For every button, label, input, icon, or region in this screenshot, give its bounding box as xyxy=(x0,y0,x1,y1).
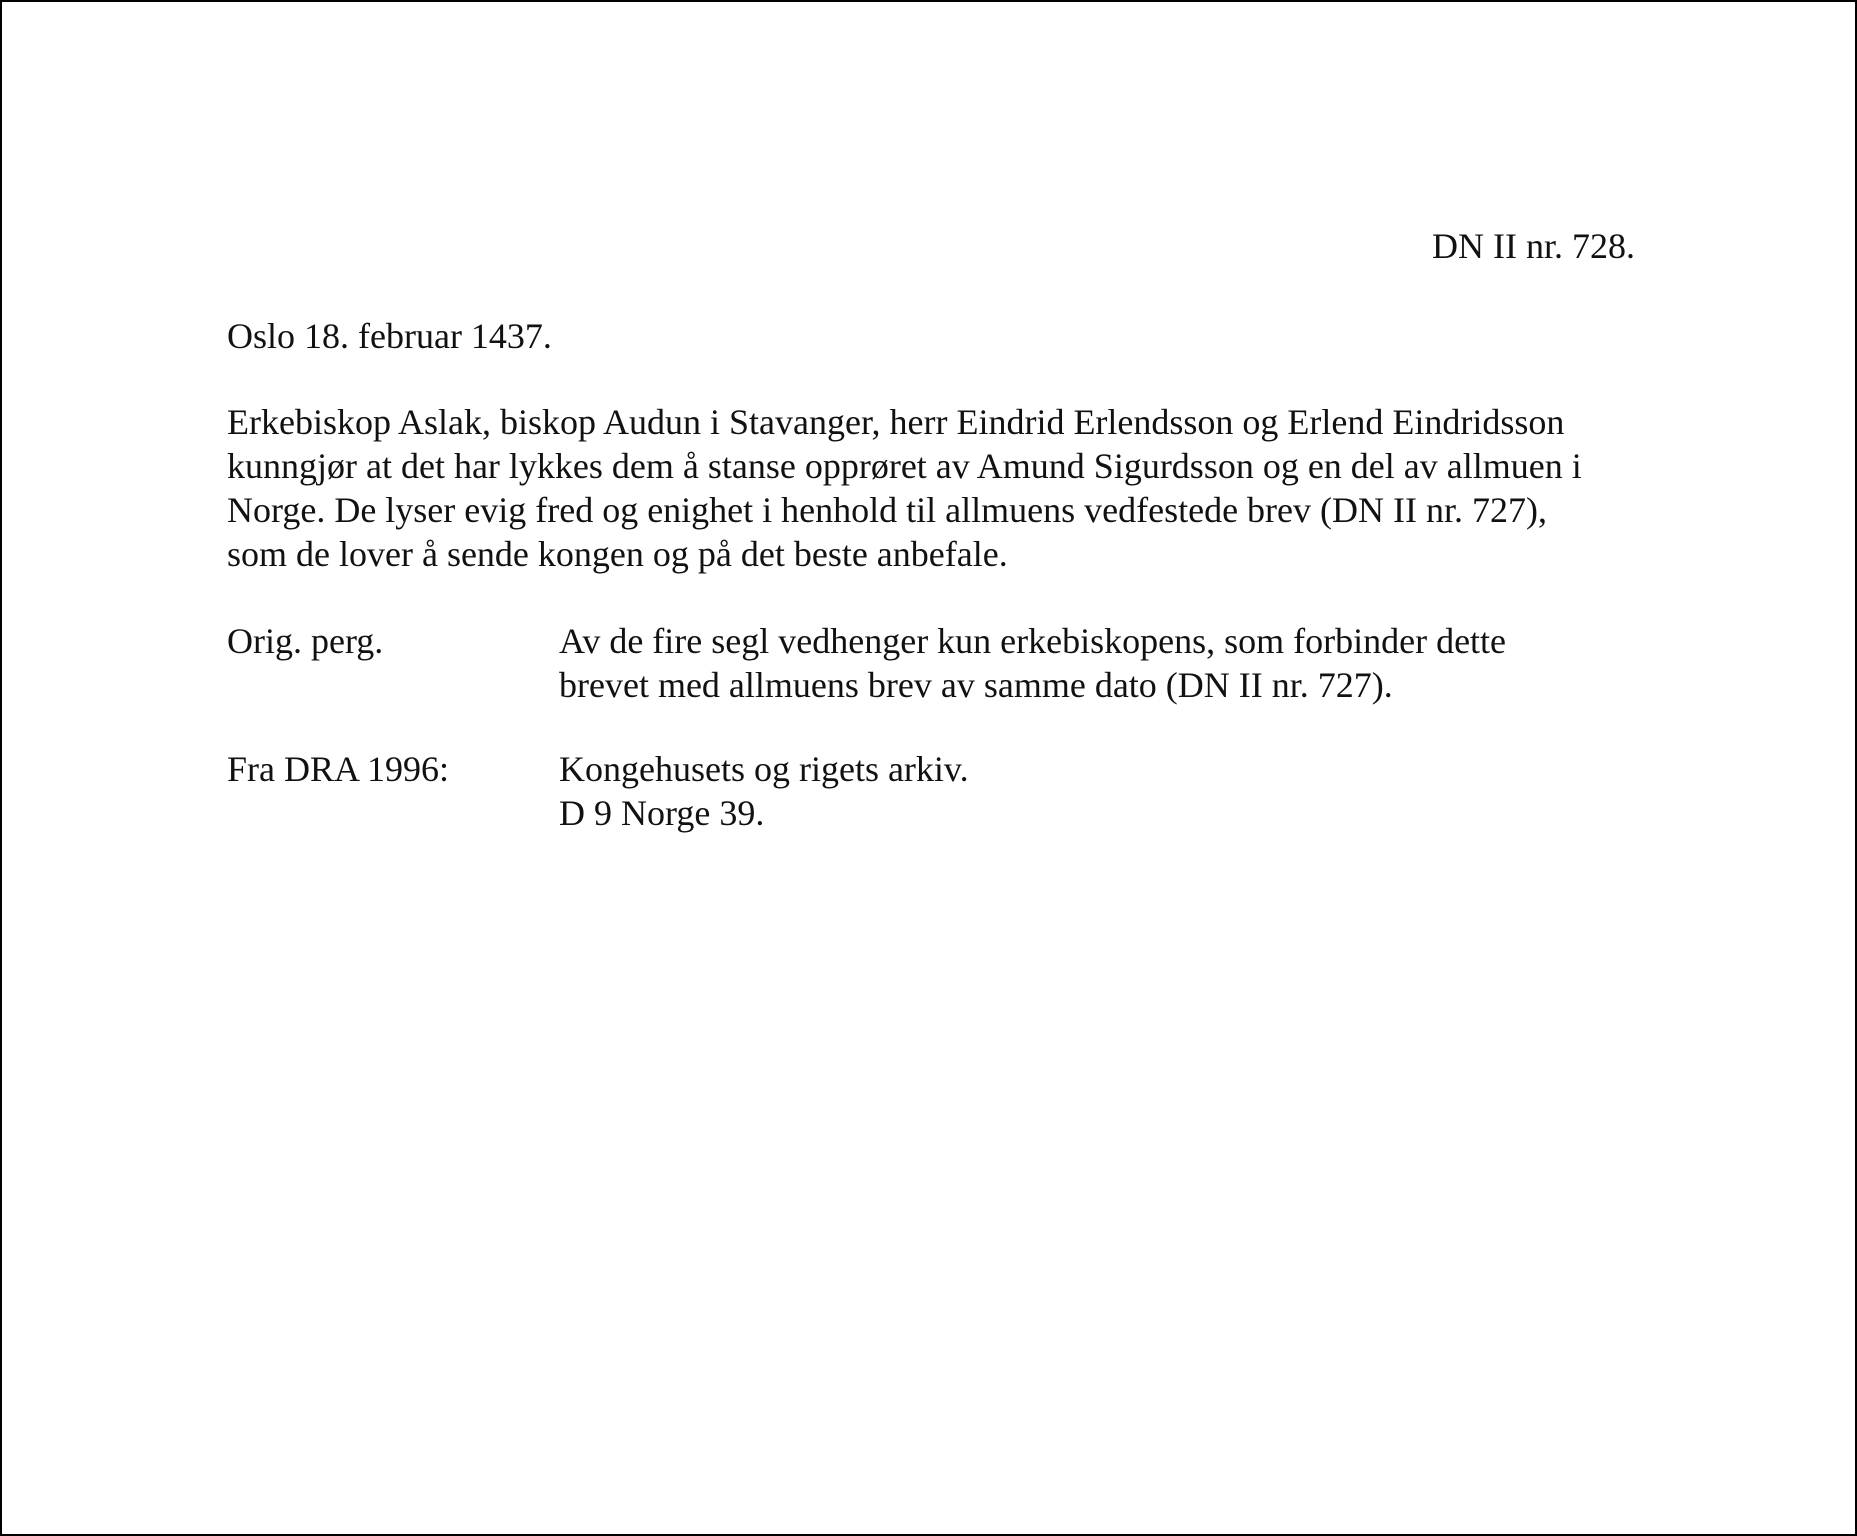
archive-note-line: Kongehusets og rigets arkiv. xyxy=(559,749,969,789)
document-reference: DN II nr. 728. xyxy=(1432,226,1635,266)
summary-paragraph xyxy=(227,400,1647,576)
summary-line: Erkebiskop Aslak, biskop Audun i Stavanger, herr Eindrid Erlendsson og Erlend Eindridsson xyxy=(227,402,1565,442)
source-label: Fra DRA 1996: xyxy=(227,749,450,789)
seal-note-line: brevet med allmuens brev av samme dato (DN II nr. 727). xyxy=(559,665,1393,705)
place-and-date: Oslo 18. februar 1437. xyxy=(227,316,552,356)
seal-note xyxy=(559,619,1506,707)
original-format-label: Orig. perg. xyxy=(227,621,384,661)
seal-note-line: Av de fire segl vedhenger kun erkebiskopens, som forbinder dette xyxy=(559,621,1507,661)
summary-line: kunngjør at det har lykkes dem å stanse opprøret av Amund Sigurdsson og en del av allmuen i xyxy=(227,446,1582,486)
archive-note-line: D 9 Norge 39. xyxy=(559,793,765,833)
summary-line: Norge. De lyser evig fred og enighet i henhold til allmuens vedfestede brev (DN II nr. 727), xyxy=(227,490,1547,530)
summary-line: som de lover å sende kongen og på det beste anbefale. xyxy=(227,534,1008,574)
archive-note xyxy=(559,747,969,835)
